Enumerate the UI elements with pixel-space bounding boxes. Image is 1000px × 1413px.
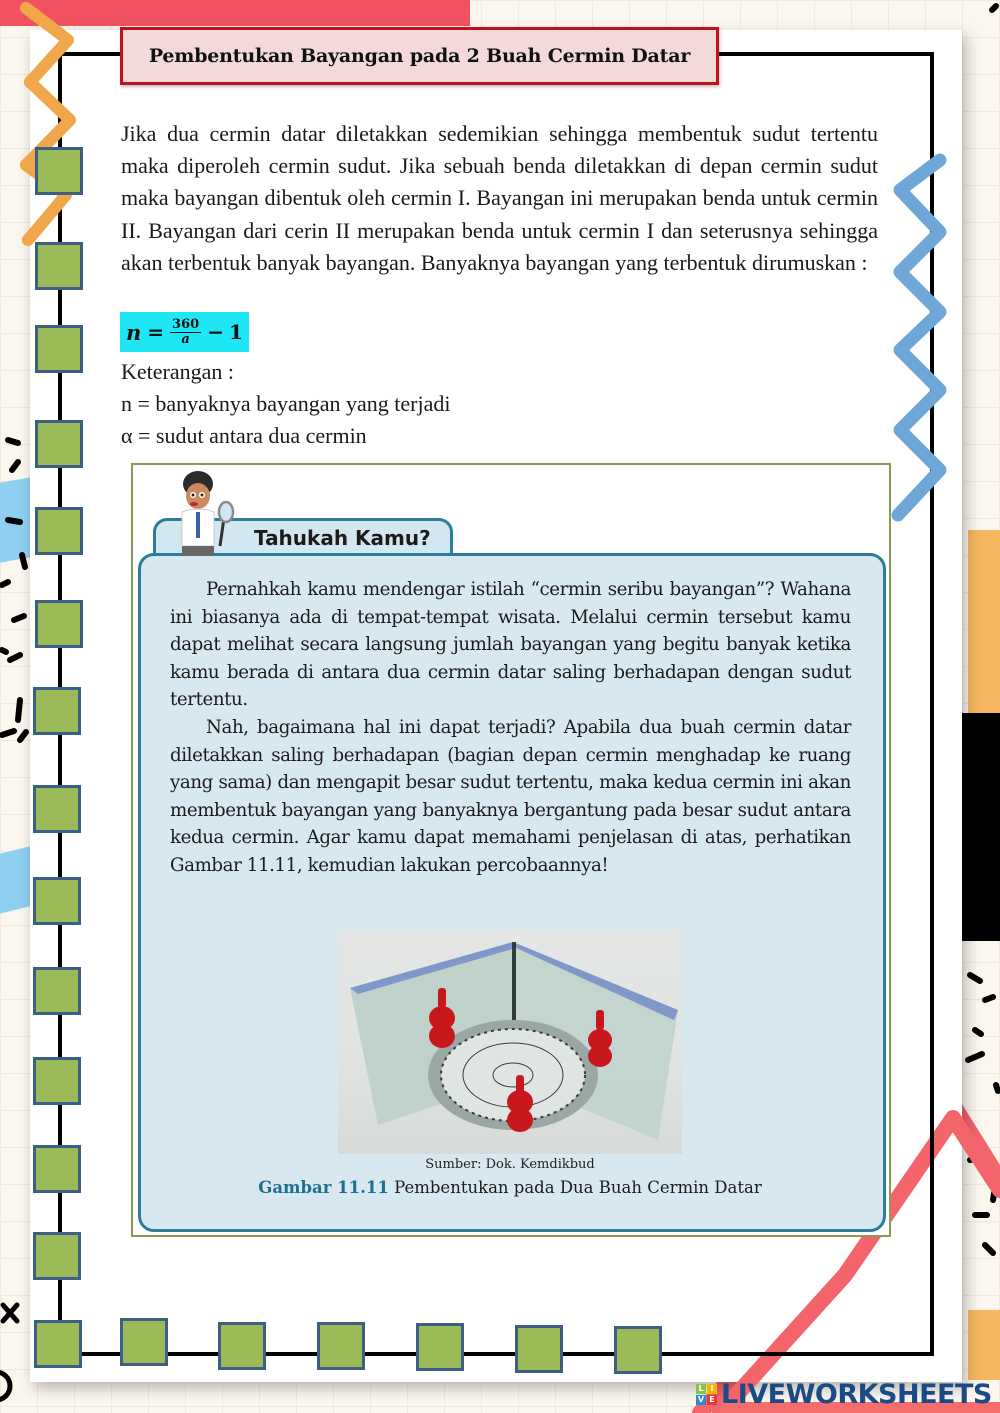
decor-square xyxy=(35,147,83,195)
decor-square xyxy=(33,687,81,735)
decor-square xyxy=(33,877,81,925)
page-title-box xyxy=(120,27,719,85)
formula-constant: 1 xyxy=(228,320,243,344)
figure-caption xyxy=(200,1178,820,1197)
formula-minus: − xyxy=(207,320,224,344)
formula-highlight xyxy=(120,312,249,352)
legend-heading: Keterangan : xyxy=(121,359,234,384)
liveworksheets-watermark[interactable] xyxy=(696,1376,992,1412)
info-box-title: Tahukah Kamu? xyxy=(254,526,431,550)
decor-square xyxy=(614,1326,662,1374)
decor-square xyxy=(33,1057,81,1105)
decor-square xyxy=(33,1232,81,1280)
formula-numerator: 360 xyxy=(172,316,200,332)
frame-line-bottom xyxy=(60,1352,934,1356)
legend-item-n: n = banyaknya bayangan yang terjadi xyxy=(121,391,451,416)
legend-item-alpha: α = sudut antara dua cermin xyxy=(121,423,367,448)
decor-square xyxy=(35,600,83,648)
logo-letter: L xyxy=(696,1384,706,1394)
decor-square xyxy=(317,1322,365,1370)
formula-denominator: a xyxy=(181,331,190,347)
figure-label: Gambar 11.11 xyxy=(258,1178,389,1197)
logo-letter: I xyxy=(707,1384,717,1394)
liveworksheets-logo-icon xyxy=(696,1384,717,1405)
decor-square xyxy=(416,1323,464,1371)
formula-fraction xyxy=(170,318,201,347)
decor-square xyxy=(33,1145,81,1193)
info-box-text xyxy=(170,576,851,880)
figure-photo-corner-mirrors xyxy=(338,930,682,1154)
decor-square xyxy=(35,420,83,468)
intro-paragraph xyxy=(121,118,878,279)
decor-square xyxy=(218,1322,266,1370)
corner-mirror-illustration xyxy=(338,930,682,1154)
page-title: Pembentukan Bayangan pada 2 Buah Cermin Datar xyxy=(148,45,691,67)
formula-legend xyxy=(121,356,450,452)
decor-square xyxy=(34,1320,82,1368)
figure-caption-text: Pembentukan pada Dua Buah Cermin Datar xyxy=(394,1178,762,1197)
decor-square xyxy=(35,242,83,290)
decor-square xyxy=(515,1325,563,1373)
formula-equals: = xyxy=(147,320,165,344)
decor-orange-zigzag xyxy=(0,0,90,250)
formula-lhs: n xyxy=(126,319,142,345)
info-paragraph: Pernahkah kamu mendengar istilah “cermin seribu bayangan”? Wahana ini biasanya ada di tempat-tempat wisata. Melalui cermin tersebut kamu dapat melihat secara langsung jumlah bayangan yang begitu banyak ketika kamu berada di antara dua cermin datar saling berhadapan dengan sudut tertentu. xyxy=(170,579,851,711)
decor-blue-zigzag xyxy=(880,150,960,530)
boy-with-magnifier-icon xyxy=(168,468,240,556)
decor-square xyxy=(120,1318,168,1366)
intro-text: Jika dua cermin datar diletakkan sedemikian sehingga membentuk sudut tertentu maka diperoleh cermin sudut. Jika sebuah benda diletakkan di depan cermin sudut maka bayangan dibentuk oleh cermin I. Bayangan ini merupakan benda untuk cermin II. Bayangan dari cerin II merupakan benda untuk cermin I dan seterusnya sehingga akan terbentuk banyak bayangan. Banyaknya bayangan yang terbentuk dirumuskan : xyxy=(121,121,878,275)
logo-letter: V xyxy=(697,1395,705,1404)
logo-letter: E xyxy=(707,1395,717,1405)
decor-square xyxy=(35,325,83,373)
decor-square xyxy=(33,785,81,833)
decor-square xyxy=(35,507,83,555)
figure-source: Sumber: Dok. Kemdikbud xyxy=(425,1157,595,1172)
decor-square xyxy=(33,967,81,1015)
watermark-text: LIVEWORKSHEETS xyxy=(721,1378,992,1410)
info-paragraph: Nah, bagaimana hal ini dapat terjadi? Apabila dua buah cermin datar diletakkan saling berhadapan (bagian depan cermin menghadap ke ruang yang sama) dan mengapit besar sudut tertentu, maka kedua cermin ini akan membentuk bayangan yang banyaknya bergantung pada besar sudut antara kedua cermin. Agar kamu dapat memahami penjelasan di atas, perhatikan Gambar 11.11, kemudian lakukan percobaannya! xyxy=(170,716,851,876)
